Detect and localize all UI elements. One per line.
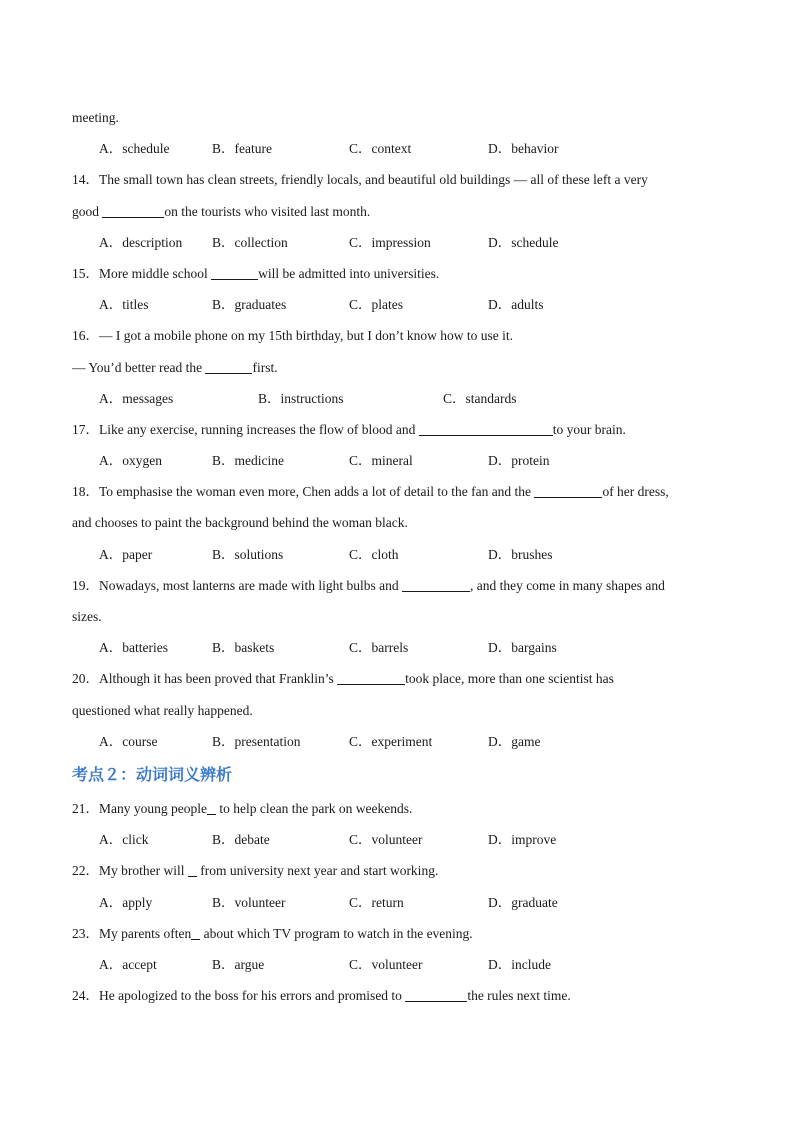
option-b[interactable]: B．solutions <box>212 546 284 562</box>
option-b[interactable]: B．presentation <box>212 733 301 749</box>
stem-text: on the tourists who visited last month. <box>164 203 371 219</box>
answer-blank <box>211 265 258 280</box>
stem-text: good <box>72 203 103 219</box>
stem-text: took place, more than one scientist has <box>405 671 614 687</box>
stem-text: 19．Nowadays, most lanterns are made with light bulbs and <box>72 577 402 593</box>
option-a[interactable]: A．click <box>99 832 149 848</box>
question-18-stem <box>72 476 722 507</box>
option-b[interactable]: B．baskets <box>212 640 275 656</box>
option-c[interactable]: C．experiment <box>349 733 433 749</box>
option-d[interactable]: D．bargains <box>488 640 557 656</box>
question-19-options <box>72 632 722 663</box>
question-20-options <box>72 726 722 757</box>
stem-text: 18．To emphasise the woman even more, Chen adds a lot of detail to the fan and the <box>72 484 535 500</box>
question-13-tail: meeting. <box>72 110 119 125</box>
question-21-stem <box>72 793 722 824</box>
option-a[interactable]: A．batteries <box>99 640 168 656</box>
option-a[interactable]: A．titles <box>99 297 149 313</box>
option-c[interactable]: C．standards <box>443 390 517 406</box>
question-18-stem-cont: and chooses to paint the background behind the woman black. <box>72 515 408 531</box>
option-a[interactable]: A．paper <box>99 546 153 562</box>
stem-text: first. <box>252 359 278 375</box>
question-20-stem-cont: questioned what really happened. <box>72 702 253 718</box>
question-24-stem <box>72 980 722 1011</box>
answer-blank <box>207 800 216 815</box>
option-c[interactable]: C．volunteer <box>349 832 423 848</box>
question-22-options <box>72 887 722 918</box>
stem-text: will be admitted into universities. <box>258 265 440 281</box>
stem-text: 21．Many young people <box>72 800 207 816</box>
option-c[interactable]: C．return <box>349 894 404 910</box>
stem-text: to your brain. <box>552 421 626 437</box>
answer-blank <box>102 203 164 218</box>
stem-text: 20．Although it has been proved that Franklin’s <box>72 671 338 687</box>
option-c[interactable]: C．volunteer <box>349 956 423 972</box>
question-23-options <box>72 949 722 980</box>
question-15-options <box>72 289 722 320</box>
option-c[interactable]: C．mineral <box>349 453 413 469</box>
answer-blank <box>402 577 470 592</box>
option-c[interactable]: C．cloth <box>349 546 399 562</box>
question-13-options <box>72 133 722 164</box>
question-23-stem <box>72 918 722 949</box>
stem-text: 23．My parents often <box>72 925 192 941</box>
option-d[interactable]: D．graduate <box>488 894 558 910</box>
option-a[interactable]: A．description <box>99 234 183 250</box>
stem-text: about which TV program to watch in the evening. <box>200 925 473 941</box>
option-d[interactable]: D．schedule <box>488 234 559 250</box>
option-a[interactable]: A．schedule <box>99 141 170 157</box>
option-a[interactable]: A．apply <box>99 894 153 910</box>
question-14-stem: 14．The small town has clean streets, friendly locals, and beautiful old buildings — all of these left a very <box>72 172 648 188</box>
answer-blank <box>405 987 467 1002</box>
option-b[interactable]: B．argue <box>212 956 265 972</box>
question-16-stem-cont <box>72 352 722 383</box>
question-14-stem-cont <box>72 196 722 227</box>
stem-text: of her dress, <box>602 484 669 500</box>
section-heading: 考点２：动词词义辨析 <box>72 764 233 784</box>
option-c[interactable]: C．plates <box>349 297 403 313</box>
worksheet-page <box>72 102 722 1011</box>
question-19-stem <box>72 570 722 601</box>
option-b[interactable]: B．feature <box>212 141 272 157</box>
stem-text: from university next year and start working. <box>196 863 439 879</box>
answer-blank <box>205 359 252 374</box>
option-b[interactable]: B．medicine <box>212 453 284 469</box>
answer-blank <box>337 670 405 685</box>
option-d[interactable]: D．behavior <box>488 141 559 157</box>
answer-blank <box>191 925 200 940</box>
option-a[interactable]: A．course <box>99 733 158 749</box>
stem-text: 17．Like any exercise, running increases the flow of blood and <box>72 421 419 437</box>
option-d[interactable]: D．include <box>488 956 551 972</box>
option-c[interactable]: C．barrels <box>349 640 409 656</box>
question-21-options <box>72 824 722 855</box>
option-a[interactable]: A．accept <box>99 956 157 972</box>
stem-text: 22．My brother will <box>72 863 188 879</box>
question-20-stem <box>72 663 722 694</box>
option-c[interactable]: C．context <box>349 141 412 157</box>
question-17-stem <box>72 414 722 445</box>
stem-text: 24．He apologized to the boss for his errors and promised to <box>72 988 406 1004</box>
question-16-options <box>72 383 722 414</box>
question-14-options <box>72 227 722 258</box>
question-17-options <box>72 445 722 476</box>
answer-blank <box>419 421 553 436</box>
option-a[interactable]: A．messages <box>99 390 174 406</box>
option-c[interactable]: C．impression <box>349 234 431 250</box>
option-b[interactable]: B．volunteer <box>212 894 286 910</box>
stem-text: the rules next time. <box>467 988 571 1004</box>
option-d[interactable]: D．adults <box>488 297 544 313</box>
stem-text: — You’d better read the <box>72 359 206 375</box>
option-b[interactable]: B．debate <box>212 832 270 848</box>
option-b[interactable]: B．collection <box>212 234 288 250</box>
option-d[interactable]: D．protein <box>488 453 550 469</box>
option-d[interactable]: D．improve <box>488 832 557 848</box>
option-d[interactable]: D．brushes <box>488 546 553 562</box>
question-18-options <box>72 539 722 570</box>
option-a[interactable]: A．oxygen <box>99 453 162 469</box>
stem-text: 15．More middle school <box>72 265 212 281</box>
option-d[interactable]: D．game <box>488 733 541 749</box>
answer-blank <box>188 862 197 877</box>
option-b[interactable]: B．graduates <box>212 297 287 313</box>
question-16-stem: 16．— I got a mobile phone on my 15th birthday, but I don’t know how to use it. <box>72 328 513 344</box>
stem-text: , and they come in many shapes and <box>469 577 665 593</box>
stem-text: to help clean the park on weekends. <box>215 800 413 816</box>
question-22-stem <box>72 855 722 886</box>
option-b[interactable]: B．instructions <box>258 390 344 406</box>
answer-blank <box>534 483 602 498</box>
question-15-stem <box>72 258 722 289</box>
question-19-stem-cont: sizes. <box>72 609 102 624</box>
